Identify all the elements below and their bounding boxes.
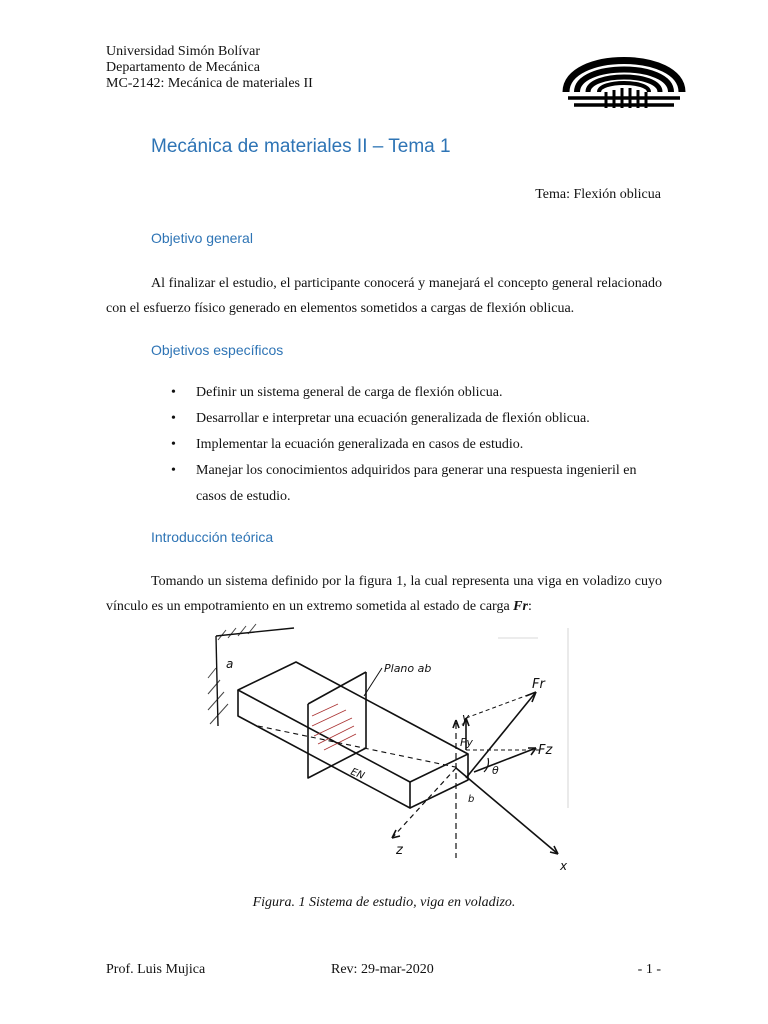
label-a: a: [226, 657, 234, 671]
bullet-icon: •: [171, 437, 176, 452]
intro-body: Tomando un sistema definido por la figura 1, la cual representa una viga en voladizo cuyo vínculo es un empotramiento en un extremo sometida al estado de carga: [106, 574, 662, 614]
objective-text: Manejar los conocimientos adquiridos para generar una respuesta ingenieril en casos de estudio.: [196, 463, 637, 504]
objective-text: Definir un sistema general de carga de flexión oblicua.: [196, 385, 503, 400]
label-en: EN: [348, 766, 366, 782]
label-theta: θ: [492, 764, 499, 777]
intro-end: :: [527, 599, 532, 614]
bullet-icon: •: [171, 385, 176, 400]
list-item: [151, 458, 663, 510]
bullet-icon: •: [171, 411, 176, 426]
general-objective-heading: Objetivo general: [151, 230, 253, 246]
label-x: x: [560, 859, 568, 873]
specific-objectives-heading: Objetivos específicos: [151, 342, 284, 358]
footer-author: Prof. Luis Mujica: [106, 962, 206, 977]
document-title: Mecánica de materiales II – Tema 1: [151, 136, 451, 157]
course-name: MC-2142: Mecánica de materiales II: [106, 76, 313, 91]
specific-objectives-list: [151, 380, 663, 510]
label-fz: Fz: [538, 743, 553, 758]
university-logo: [562, 38, 686, 110]
footer-page-number: - 1 -: [637, 962, 661, 977]
list-item: [151, 406, 663, 432]
department-name: Departamento de Mecánica: [106, 60, 260, 75]
objective-text: Implementar la ecuación generalizada en casos de estudio.: [196, 437, 524, 452]
general-objective-text: [106, 271, 662, 321]
list-item: [151, 380, 663, 406]
label-fr: Fr: [532, 677, 545, 692]
topic-label: Tema: Flexión oblicua: [535, 187, 661, 202]
load-symbol: Fr: [513, 599, 528, 614]
label-b: b: [468, 794, 475, 805]
general-objective-body: Al finalizar el estudio, el participante conocerá y manejará el concepto general relacionado con el esfuerzo físico generado en elementos sometidos a cargas de flexión oblicua.: [106, 276, 662, 316]
list-item: [151, 432, 663, 458]
label-plane: Plano ab: [384, 662, 432, 675]
figure-caption: Figura. 1 Sistema de estudio, viga en voladizo.: [252, 895, 516, 910]
document-header: [106, 44, 313, 92]
bullet-icon: •: [171, 463, 176, 478]
label-z: z: [396, 843, 403, 858]
intro-heading: Introducción teórica: [151, 529, 274, 545]
objective-text: Desarrollar e interpretar una ecuación generalizada de flexión oblicua.: [196, 411, 590, 426]
footer-revision: Rev: 29-mar-2020: [331, 962, 434, 977]
university-name: Universidad Simón Bolívar: [106, 44, 260, 59]
label-y: y: [462, 711, 470, 725]
cantilever-beam-figure: [198, 608, 576, 874]
label-fy: Fy: [460, 736, 473, 749]
